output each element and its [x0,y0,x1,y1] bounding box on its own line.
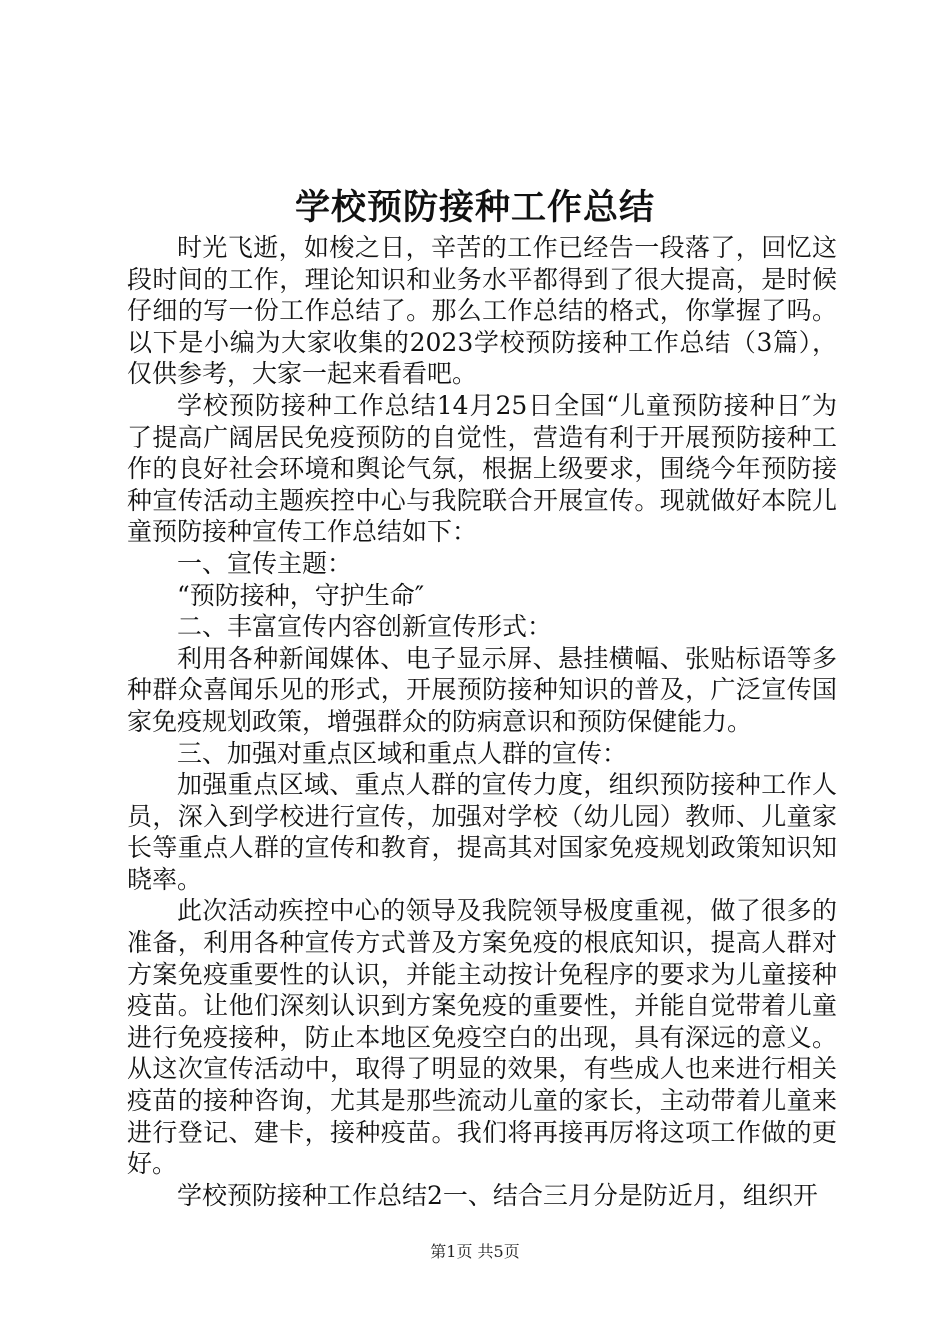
paragraph-activity-results: 此次活动疾控中心的领导及我院领导极度重视，做了很多的准备，利用各种宣传方式普及方案免疫的根底知识，提高人群对方案免疫重要性的认识，并能主动按计免程序的要求为儿童接种疫苗。让他们深刻认识到方案免疫的重要性，并能自觉带着儿童进行免疫接种，防止本地区免疫空白的出现，具有深远的意义。从这次宣传活动中，取得了明显的效果，有些成人也来进行相关疫苗的接种咨询，尤其是那些流动儿童的家长，主动带着儿童来进行登记、建卡，接种疫苗。我们将再接再厉将这项工作做的更好。 [127,896,837,1179]
heading-theme: 一、宣传主题： [177,548,353,578]
paragraph-key-groups: 加强重点区域、重点人群的宣传力度，组织预防接种工作人员，深入到学校进行宣传，加强对学校（幼儿园）教师、儿童家长等重点人群的宣传和教育，提高其对国家免疫规划政策知识知晓率。 [127,770,837,894]
heading-content-forms: 二、丰富宣传内容创新宣传形式： [177,612,553,642]
paragraph-summary-1: 学校预防接种工作总结14月25日全国“儿童预防接种日″为了提高广阔居民免疫预防的自觉性，营造有利于开展预防接种工作的良好社会环境和舆论气氛，根据上级要求，围绕今年预防接种宣传活动主题疾控中心与我院联合开展宣传。现就做好本院儿童预防接种宣传工作总结如下： [127,390,837,547]
document-title: 学校预防接种工作总结 [294,187,655,228]
document-body [127,232,837,1211]
heading-key-groups: 三、加强对重点区域和重点人群的宣传： [177,738,628,768]
page-number-footer: 第1页 共5页 [430,1242,520,1261]
paragraph-theme-slogan: “预防接种，守护生命″ [177,580,425,610]
paragraph-intro: 时光飞逝，如梭之日，辛苦的工作已经告一段落了，回忆这段时间的工作，理论知识和业务水平都得到了很大提高，是时候仔细的写一份工作总结了。那么工作总结的格式，你掌握了吗。以下是小编为大家收集的2023学校预防接种工作总结（3篇），仅供参考，大家一起来看看吧。 [127,233,837,389]
paragraph-summary-2-start: 学校预防接种工作总结2一、结合三月分是防近月，组织开 [177,1180,818,1210]
paragraph-content-forms: 利用各种新闻媒体、电子显示屏、悬挂横幅、张贴标语等多种群众喜闻乐见的形式，开展预防接种知识的普及，广泛宣传国家免疫规划政策，增强群众的防病意识和预防保健能力。 [127,643,837,736]
